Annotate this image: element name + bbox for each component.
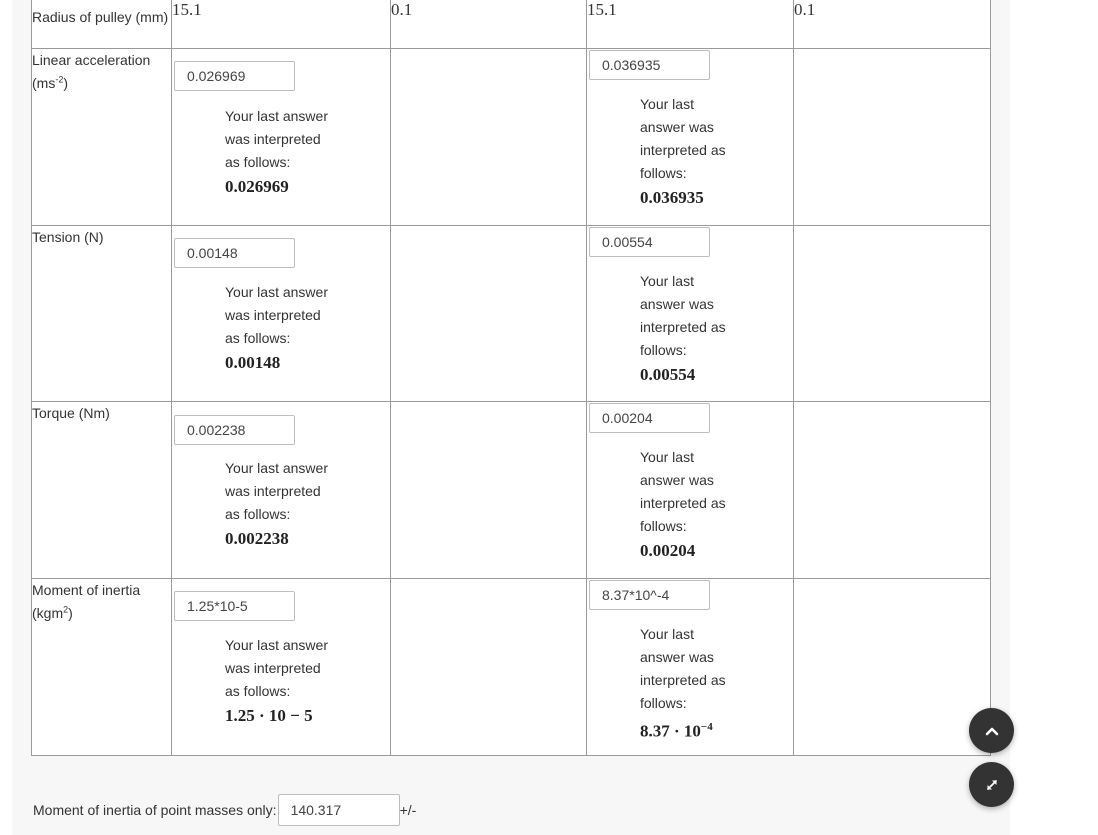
row-label-tension	[32, 226, 172, 402]
feedback-text: Your last	[640, 96, 694, 112]
answer-input[interactable]: 0.00554	[589, 227, 710, 257]
feedback-text: interpreted as	[640, 495, 726, 511]
uncertainty-cell	[794, 49, 991, 226]
uncertainty-cell	[391, 226, 587, 402]
answer-input[interactable]: 0.036935	[589, 50, 710, 80]
uncertainty-cell	[794, 226, 991, 402]
answer-cell	[587, 226, 794, 402]
point-masses-input[interactable]: 140.317	[278, 794, 400, 826]
uncertainty-cell	[391, 579, 587, 756]
answer-feedback	[225, 281, 328, 374]
radius-uncertainty-cell	[391, 0, 587, 49]
answer-cell	[172, 402, 391, 579]
feedback-text: was interpreted	[225, 131, 321, 147]
feedback-text: was interpreted	[225, 307, 321, 323]
answer-cell	[587, 402, 794, 579]
label-text: Moment of inertia (kgm	[32, 582, 141, 621]
answer-feedback	[225, 105, 328, 198]
table-row-tension	[32, 226, 991, 402]
interpreted-value: 0.00148	[225, 353, 281, 372]
uncertainty-cell	[391, 49, 587, 226]
interpreted-value: 0.00554	[640, 365, 696, 384]
row-label-moment-of-inertia	[32, 579, 172, 756]
feedback-text: Your last	[640, 449, 694, 465]
feedback-text: interpreted as	[640, 142, 726, 158]
answer-feedback	[225, 634, 328, 727]
label-text: Torque (Nm)	[32, 405, 110, 421]
answer-input[interactable]: 0.00148	[174, 238, 295, 268]
table-row-linear-acceleration	[32, 49, 991, 226]
feedback-text: interpreted as	[640, 319, 726, 335]
interpreted-value: 0.002238	[225, 529, 289, 548]
table-row-moment-of-inertia	[32, 579, 991, 756]
expand-button[interactable]	[969, 762, 1014, 807]
radius-value: 15.1	[587, 0, 617, 19]
interpreted-exponent: −4	[700, 721, 713, 733]
radius-uncertainty: 0.1	[794, 0, 816, 19]
label-text: Tension (N)	[32, 229, 104, 245]
point-masses-label: Moment of inertia of point masses only:	[33, 802, 277, 818]
radius-value: 15.1	[172, 0, 202, 19]
feedback-text: as follows:	[225, 683, 291, 699]
table-row-radius	[32, 0, 991, 49]
answer-feedback	[640, 270, 726, 386]
answer-feedback	[640, 93, 726, 209]
radius-cell	[587, 0, 794, 49]
uncertainty-cell	[794, 402, 991, 579]
feedback-text: was interpreted	[225, 483, 321, 499]
answer-cell	[172, 226, 391, 402]
answer-cell	[587, 579, 794, 756]
feedback-text: answer was	[640, 296, 714, 312]
radius-uncertainty: 0.1	[391, 0, 413, 19]
label-superscript: 2	[63, 604, 69, 615]
radius-cell	[172, 0, 391, 49]
point-masses-row	[33, 794, 416, 826]
label-tail: )	[63, 75, 69, 91]
uncertainty-cell	[794, 579, 991, 756]
feedback-text: answer was	[640, 119, 714, 135]
answer-input[interactable]: 0.026969	[174, 61, 295, 91]
feedback-text: Your last	[640, 626, 694, 642]
interpreted-value: 1.25 · 10 − 5	[225, 706, 313, 725]
answer-feedback	[640, 446, 726, 562]
answer-input[interactable]: 1.25*10-5	[174, 591, 295, 621]
feedback-text: Your last answer	[225, 637, 328, 653]
row-label-radius	[32, 0, 172, 49]
interpreted-value	[640, 716, 726, 743]
feedback-text: answer was	[640, 472, 714, 488]
interpreted-value: 0.026969	[225, 177, 289, 196]
answer-cell	[172, 579, 391, 756]
table-row-torque	[32, 402, 991, 579]
label-tail: )	[68, 605, 73, 621]
feedback-text: interpreted as	[640, 672, 726, 688]
feedback-text: follows:	[640, 695, 687, 711]
feedback-text: Your last answer	[225, 284, 328, 300]
feedback-text: Your last	[640, 273, 694, 289]
feedback-text: as follows:	[225, 330, 291, 346]
label-text: Linear acceleration (ms	[32, 52, 151, 91]
plus-minus-label: +/-	[399, 802, 417, 818]
feedback-text: Your last answer	[225, 108, 328, 124]
feedback-text: Your last answer	[225, 460, 328, 476]
answer-cell	[172, 49, 391, 226]
feedback-text: was interpreted	[225, 660, 321, 676]
radius-uncertainty-cell	[794, 0, 991, 49]
chevron-up-icon	[985, 726, 999, 736]
interpreted-value: 0.036935	[640, 188, 704, 207]
feedback-text: follows:	[640, 342, 687, 358]
feedback-text: follows:	[640, 165, 687, 181]
answer-feedback	[640, 623, 726, 743]
feedback-text: as follows:	[225, 506, 291, 522]
answer-input[interactable]: 0.002238	[174, 415, 295, 445]
uncertainty-cell	[391, 402, 587, 579]
answer-input[interactable]: 8.37*10^-4	[589, 580, 710, 610]
interpreted-base: 8.37 · 10	[640, 721, 701, 741]
answer-cell	[587, 49, 794, 226]
answer-input[interactable]: 0.00204	[589, 403, 710, 433]
feedback-text: answer was	[640, 649, 714, 665]
feedback-text: as follows:	[225, 154, 291, 170]
scroll-to-top-button[interactable]	[969, 708, 1014, 753]
results-table	[31, 0, 991, 756]
answer-feedback	[225, 457, 328, 550]
label-superscript: -2	[55, 74, 64, 85]
radius-label-text: Radius of pulley (mm)	[32, 9, 169, 25]
interpreted-value: 0.00204	[640, 541, 696, 560]
row-label-torque	[32, 402, 172, 579]
row-label-linear-acceleration	[32, 49, 172, 226]
feedback-text: follows:	[640, 518, 687, 534]
expand-arrows-icon	[985, 778, 999, 792]
